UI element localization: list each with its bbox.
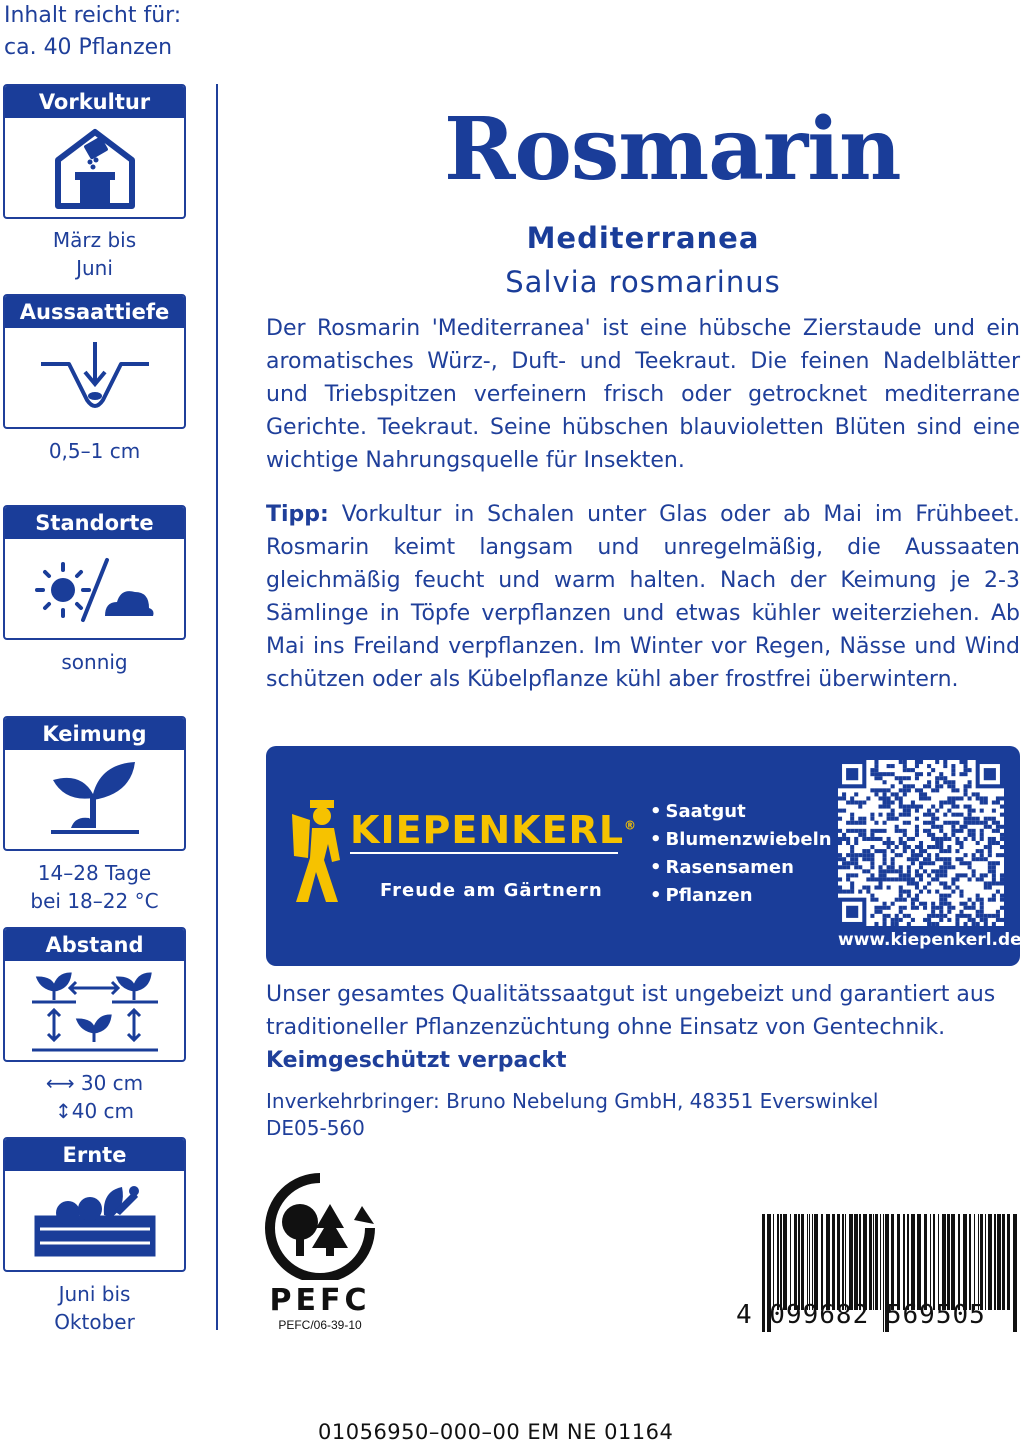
- distributor-line: Inverkehrbringer: Bruno Nebelung GmbH, 48351 Everswinkel: [266, 1089, 879, 1113]
- card-caption-ernte: [3, 1280, 186, 1336]
- sun-partial-shade-icon: [5, 539, 184, 638]
- caption-line: 14–28 Tage: [37, 861, 152, 885]
- content-info: [4, 0, 181, 64]
- caption-line: März bis: [52, 228, 137, 252]
- brand-banner: [266, 746, 1020, 966]
- greenhouse-seeding-icon: [5, 118, 184, 217]
- caption-line: [3, 1097, 186, 1125]
- caption-line: 0,5–1 cm: [48, 439, 141, 463]
- pefc-label: PEFC: [269, 1283, 371, 1318]
- pefc-code: PEFC/06-39-10: [278, 1318, 362, 1332]
- card-label: Keimung: [5, 718, 184, 750]
- quality-statement: [266, 978, 1024, 1077]
- hiker-logo-icon: [288, 800, 350, 904]
- card-ernte: [3, 1137, 186, 1272]
- registered-mark: ®: [624, 818, 638, 833]
- quality-bold: Keimgeschützt verpackt: [266, 1048, 567, 1073]
- card-keimung: [3, 716, 186, 851]
- content-info-line2: ca. 40 Pflanzen: [4, 35, 173, 60]
- tip-label: Tipp:: [266, 502, 329, 527]
- category-list: [650, 798, 832, 910]
- barcode-digits: 4 099682 569505: [736, 1300, 986, 1330]
- website-link[interactable]: www.kiepenkerl.de: [838, 930, 1022, 950]
- card-caption-aussaattiefe: [3, 437, 186, 465]
- seedling-icon: [5, 750, 184, 849]
- card-standorte: [3, 505, 186, 640]
- caption-line: Oktober: [54, 1310, 135, 1334]
- card-abstand: [3, 927, 186, 1062]
- card-label: Ernte: [5, 1139, 184, 1171]
- card-label: Standorte: [5, 507, 184, 539]
- category-item: • Blumenzwiebeln: [650, 826, 832, 854]
- brand-underline: [350, 852, 618, 854]
- distributor-code: DE05-560: [266, 1116, 365, 1140]
- brand-name: [350, 808, 637, 852]
- category-item: • Rasensamen: [650, 854, 832, 882]
- card-caption-vorkultur: [3, 226, 186, 282]
- qr-code-icon[interactable]: [838, 760, 1004, 926]
- card-vorkultur: [3, 84, 186, 219]
- sidebar-divider: [216, 84, 218, 1330]
- category-item: • Saatgut: [650, 798, 832, 826]
- caption-line: sonnig: [61, 650, 128, 674]
- card-caption-keimung: [3, 859, 186, 915]
- caption-value: 30 cm: [80, 1071, 144, 1095]
- product-latin-name: Salvia rosmarinus: [505, 265, 781, 299]
- product-title: Rosmarin: [444, 99, 901, 200]
- card-label: Abstand: [5, 929, 184, 961]
- footer-code: 01056950–000–00 EM NE 01164: [318, 1420, 674, 1444]
- content-info-line1: Inhalt reicht für:: [4, 3, 182, 28]
- caption-line: [3, 1069, 186, 1097]
- product-variety: Mediterranea: [526, 221, 760, 255]
- caption-line: Juni bis: [58, 1282, 131, 1306]
- card-label: Vorkultur: [5, 86, 184, 118]
- distributor-info: [266, 1088, 878, 1142]
- card-label: Aussaattiefe: [5, 296, 184, 328]
- card-caption-abstand: [3, 1069, 186, 1125]
- caption-value: 40 cm: [71, 1099, 135, 1123]
- sowing-depth-icon: [5, 328, 184, 427]
- category-item: • Pflanzen: [650, 882, 832, 910]
- card-aussaattiefe: [3, 294, 186, 429]
- product-description: Der Rosmarin 'Mediterranea' ist eine hübsche Zierstaude und ein aromatisches Würz-, Duft- und Teekraut. Die feinen Nadelblätter und Triebspitzen verfeinern frisch oder getrocknet mediterrane Gerichte. Teekraut. Seine hübschen blauvioletten Blüten sind eine wichtige Nahrungsquelle für Insekten.: [266, 316, 1020, 473]
- brand-text: KIEPENKERL: [350, 808, 625, 852]
- pefc-logo: [262, 1172, 378, 1332]
- horizontal-arrow-icon: ⟷: [45, 1071, 75, 1095]
- pefc-tree-icon: [262, 1172, 378, 1280]
- tip-text: Vorkultur in Schalen unter Glas oder ab Mai im Frühbeet. Rosmarin keimt langsam und unregelmäßig, die Aussaaten gleichmäßig feucht und warm halten. Nach der Keimung je 2-3 Sämlinge in Töpfe verpflanzen und etwas kühler weiterziehen. Ab Mai ins Freiland verpflanzen. Im Winter vor Regen, Nässe und Wind schützen oder als Kübelpflanze kühl aber frostfrei überwintern.: [266, 502, 1020, 692]
- caption-line: Juni: [76, 256, 113, 280]
- vertical-arrow-icon: ↕: [54, 1099, 72, 1123]
- growing-tip: [266, 498, 1020, 696]
- harvest-crate-icon: [5, 1171, 184, 1270]
- caption-line: bei 18–22 °C: [30, 889, 159, 913]
- quality-text: Unser gesamtes Qualitätssaatgut ist ungebeizt und garantiert aus traditioneller Pflanzenzüchtung ohne Einsatz von Gentechnik.: [266, 982, 996, 1040]
- plant-spacing-icon: [5, 961, 184, 1060]
- card-caption-standorte: [3, 648, 186, 676]
- brand-slogan: Freude am Gärtnern: [380, 880, 603, 901]
